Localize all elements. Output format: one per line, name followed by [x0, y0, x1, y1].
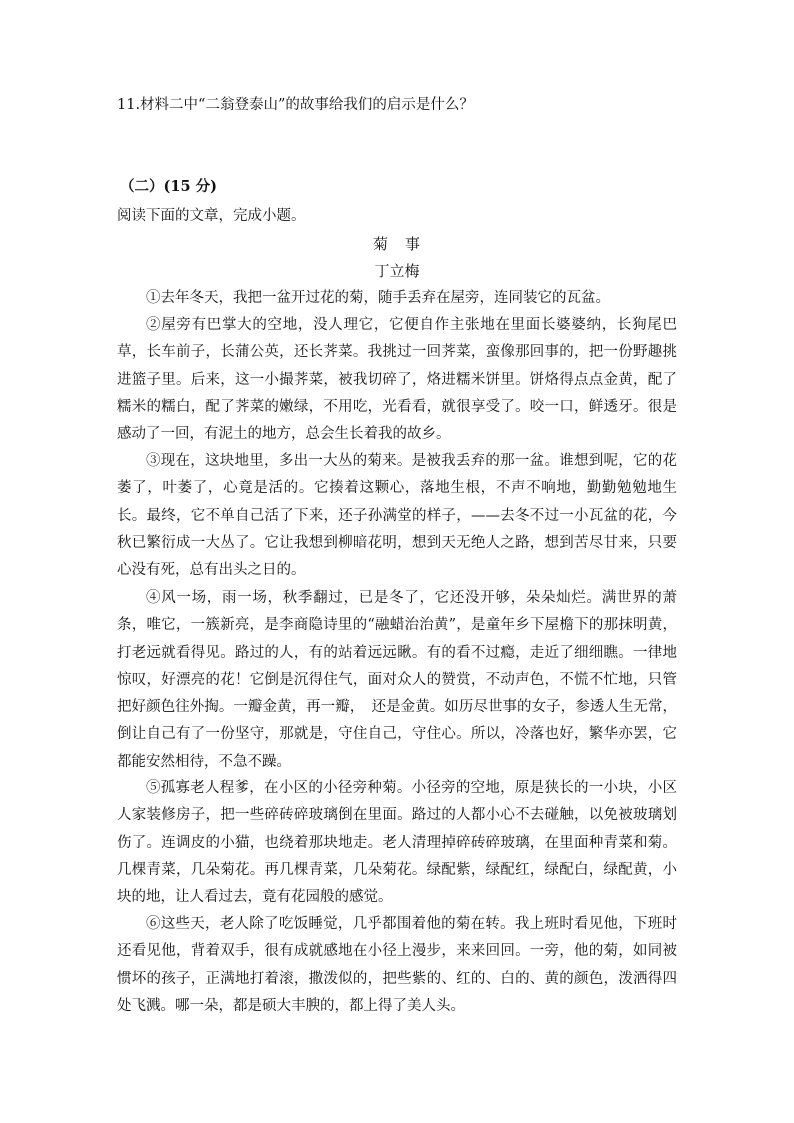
- article-title: 菊 事: [372, 235, 421, 253]
- question-11: 11.材料二中“二翁登泰山”的故事给我们的启示是什么？: [117, 97, 474, 113]
- article-paragraph: ⑤孤寡老人程爹，在小区的小径旁种菊。小径旁的空地，原是狭长的一小块，小区人家装修房子，把一些碎砖碎玻璃倒在里面。路过的人都小心不去碰触，以免被玻璃划伤了。连调皮的小猫，也绕着那块地走。老人清理掉碎砖碎玻璃，在里面种青菜和菊。几棵青菜，几朵菊花。再几棵青菜，几朵菊花。绿配紫，绿配红，绿配白，绿配黄，小块的地，让人看过去，竟有花园般的感觉。: [117, 780, 677, 906]
- reading-instruction: 阅读下面的文章，完成小题。: [117, 208, 306, 224]
- article-author: 丁立梅: [374, 262, 420, 280]
- article-paragraph: ⑥这些天，老人除了吃饭睡觉，几乎都围着他的菊在转。我上班时看见他，下班时还看见他，背着双手，很有成就感地在小径上漫步，来来回回。一旁，他的菊，如同被惯坏的孩子，正满地打着滚，撒泼似的，把些紫的、红的、白的、黄的颜色，泼洒得四处飞溅。哪一朵，都是硕大丰腴的，都上得了美人头。: [117, 916, 677, 1014]
- article-paragraph: ③现在，这块地里，多出一大丛的菊来。是被我丢弃的那一盆。谁想到呢，它的花萎了，叶萎了，心竟是活的。它揍着这颗心，落地生根，不声不响地，勤勤勉勉地生长。最终，它不单自己活了下来，还子孙满堂的样子，——去冬不过一小瓦盆的花，今秋已繁衍成一大丛了。它让我想到柳暗花明，想到天无绝人之路，想到苦尽甘来，只要心没有死，总有出头之日的。: [117, 453, 677, 579]
- article-paragraph: ②屋旁有巴掌大的空地，没人理它，它便自作主张地在里面长婆婆纳，长狗尾巴草，长车前子，长蒲公英，还长荠菜。我挑过一回荠菜，蛮像那回事的，把一份野趣挑进篮子里。后来，这一小撮荠菜，被我切碎了，烙进糯米饼里。饼烙得点点金黄，配了糯米的糯白，配了荠菜的嫩绿，不用吃，光看看，就很享受了。咬一口，鲜透牙。很是感动了一回，有泥土的地方，总会生长着我的故乡。: [117, 317, 677, 443]
- section-header: （二）(15 分): [120, 178, 217, 195]
- article-paragraph: ④风一场，雨一场，秋季翻过，已是冬了，它还没开够，朵朵灿烂。满世界的萧条，唯它，一簇新亮，是李商隐诗里的“融蜡治治黄”，是童年乡下屋檐下的那抹明黄，打老远就看得见。路过的人，有的站着远远瞅。有的看不过瘾，走近了细细瞧。一律地惊叹，好漂亮的花！它倒是沉得住气，面对众人的赞赏，不动声色，不慌不忙地，只管把好颜色往外掏。一瓣金黄，再一瓣， 还是金黄。如历尽世事的女子，参透人生无常，倒让自己有了一份坚守，那就是，守住自己，守住心。所以，冷落也好，繁华亦罢，它都能安然相待，不急不躁。: [117, 590, 677, 770]
- article-paragraph: ①去年冬天，我把一盆开过花的菊，随手丢弃在屋旁，连同装它的瓦盆。: [146, 290, 610, 306]
